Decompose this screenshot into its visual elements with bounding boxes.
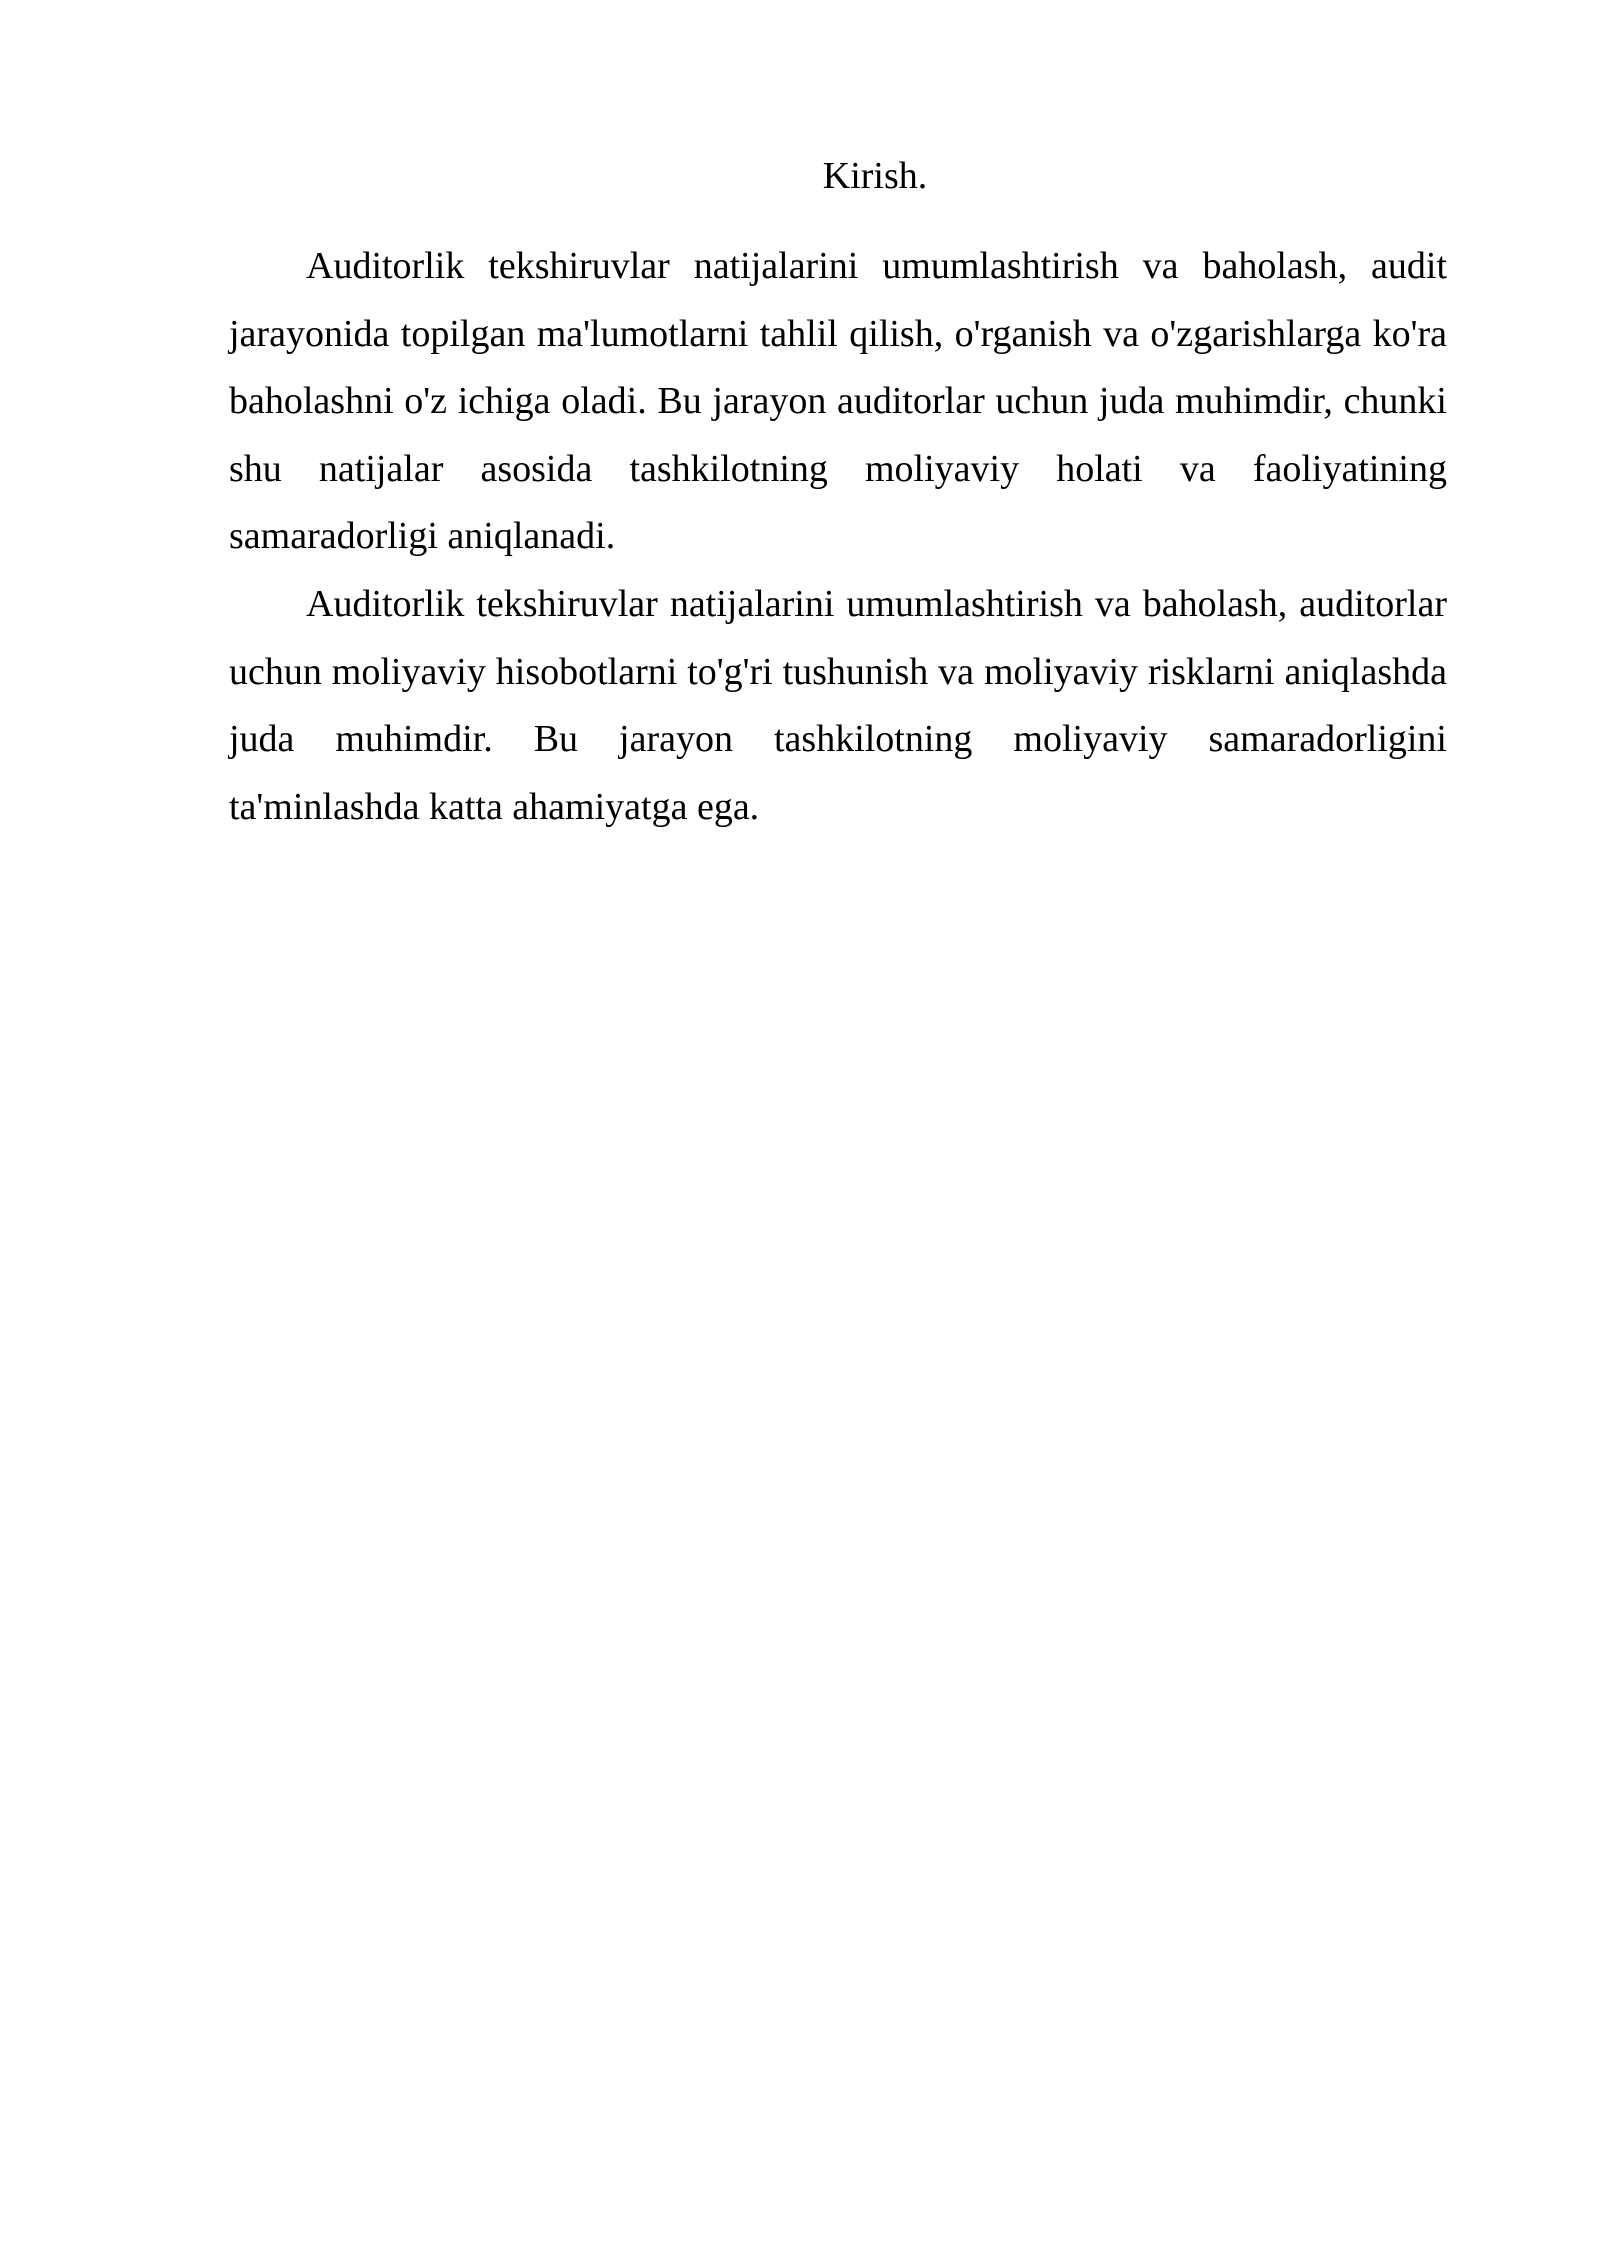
paragraph-1: Auditorlik tekshiruvlar natijalarini umumlashtirish va baholash, audit jarayonida topilgan ma'lumotlarni tahlil qilish, o'rganish va o'zgarishlarga ko'ra baholashni o'z ichiga oladi. Bu jarayon auditorlar uchun juda muhimdir, chunki shu natijalar asosida tashkilotning moliyaviy holati va faoliyatining samaradorligi aniqlanadi.	[229, 245, 1447, 558]
page-title: Kirish.	[822, 155, 928, 197]
document-body	[229, 233, 1447, 841]
paragraph-2: Auditorlik tekshiruvlar natijalarini umumlashtirish va baholash, auditorlar uchun moliyaviy hisobotlarni to'g'ri tushunish va moliyaviy risklarni aniqlashda juda muhimdir. Bu jarayon tashkilotning moliyaviy samaradorligini ta'minlashda katta ahamiyatga ega.	[229, 582, 1447, 828]
